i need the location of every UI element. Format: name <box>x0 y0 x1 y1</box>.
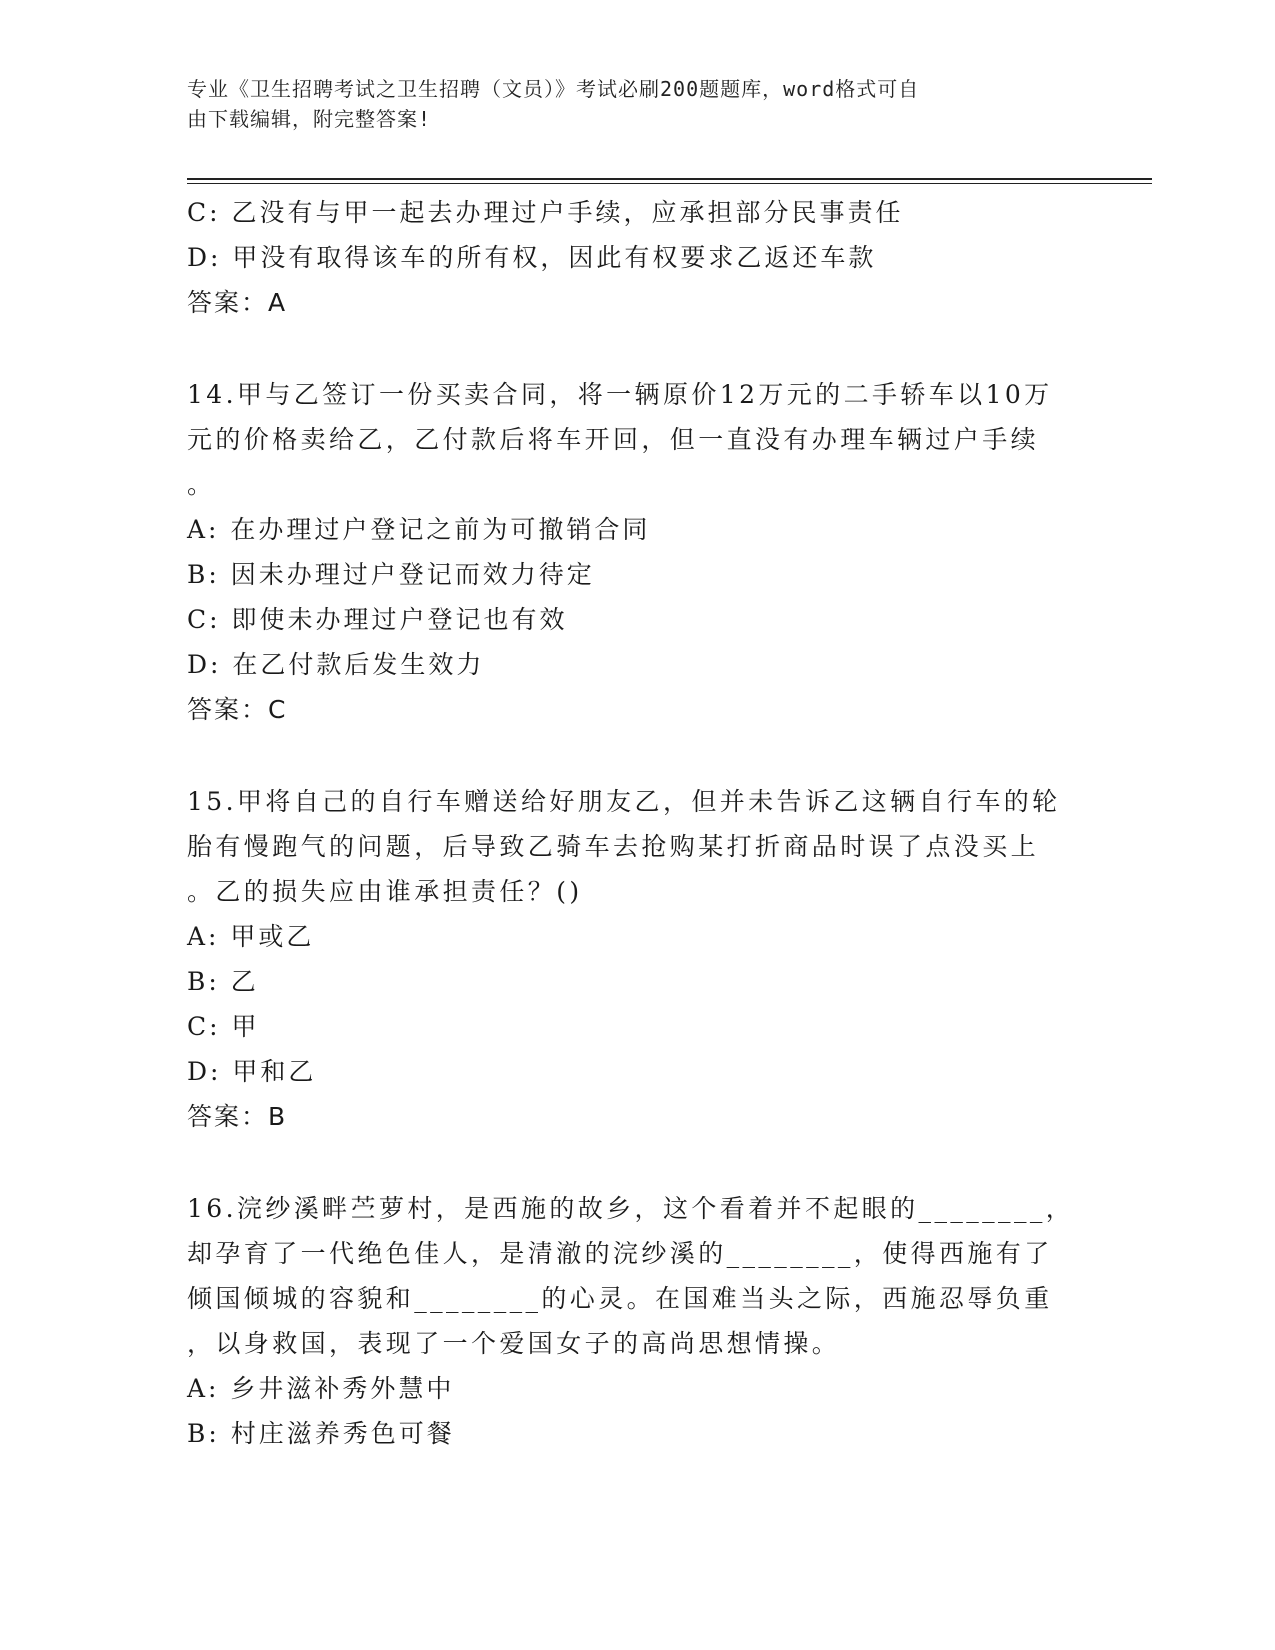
header-line-1: 专业《卫生招聘考试之卫生招聘（文员）》考试必刷200题题库，word格式可自 <box>187 77 920 101</box>
question-text-line: 胎有慢跑气的问题，后导致乙骑车去抢购某打折商品时误了点没买上 <box>187 832 1040 861</box>
option-d: D: 在乙付款后发生效力 <box>187 650 485 679</box>
question-14 <box>187 372 1147 732</box>
option-d: D: 甲和乙 <box>187 1057 317 1086</box>
answer: 答案：C <box>187 695 288 724</box>
option-c: C: 乙没有与甲一起去办理过户手续，应承担部分民事责任 <box>187 198 904 227</box>
question-text-line: ，以身救国，表现了一个爱国女子的高尚思想情操。 <box>187 1329 841 1358</box>
question-15 <box>187 779 1147 1139</box>
question-text-line: 15.甲将自己的自行车赠送给好朋友乙，但并未告诉乙这辆自行车的轮 <box>187 787 1061 816</box>
option-a: A: 甲或乙 <box>187 922 315 951</box>
option-a: A: 乡井滋补秀外慧中 <box>187 1374 455 1403</box>
option-b: B: 村庄滋养秀色可餐 <box>187 1419 455 1448</box>
question-text-line: 倾国倾城的容貌和________的心灵。在国难当头之际，西施忍辱负重 <box>187 1284 1053 1313</box>
option-c: C: 甲 <box>187 1012 260 1041</box>
header-rule-thick <box>187 178 1152 180</box>
question-text-line: 元的价格卖给乙，乙付款后将车开回，但一直没有办理车辆过户手续 <box>187 425 1040 454</box>
question-text-line: 16.浣纱溪畔苎萝村，是西施的故乡，这个看着并不起眼的________， <box>187 1194 1075 1223</box>
question-text-line: 却孕育了一代绝色佳人，是清澈的浣纱溪的________，使得西施有了 <box>187 1239 1053 1268</box>
header-rule-thin <box>187 183 1152 184</box>
option-a: A: 在办理过户登记之前为可撤销合同 <box>187 515 651 544</box>
question-13-tail <box>187 190 1147 325</box>
document-header <box>187 74 1067 134</box>
option-b: B: 因未办理过户登记而效力待定 <box>187 560 595 589</box>
option-b: B: 乙 <box>187 967 259 996</box>
header-line-2: 由下载编辑，附完整答案! <box>187 107 432 131</box>
answer: 答案：A <box>187 288 288 317</box>
question-text-line: 。 <box>187 470 216 499</box>
question-16 <box>187 1186 1147 1456</box>
answer: 答案：B <box>187 1102 288 1131</box>
option-d: D: 甲没有取得该车的所有权，因此有权要求乙返还车款 <box>187 243 877 272</box>
document-body <box>187 190 1147 1456</box>
question-text-line: 。乙的损失应由谁承担责任？() <box>187 877 583 906</box>
question-text-line: 14.甲与乙签订一份买卖合同，将一辆原价12万元的二手轿车以10万 <box>187 380 1053 409</box>
option-c: C: 即使未办理过户登记也有效 <box>187 605 568 634</box>
